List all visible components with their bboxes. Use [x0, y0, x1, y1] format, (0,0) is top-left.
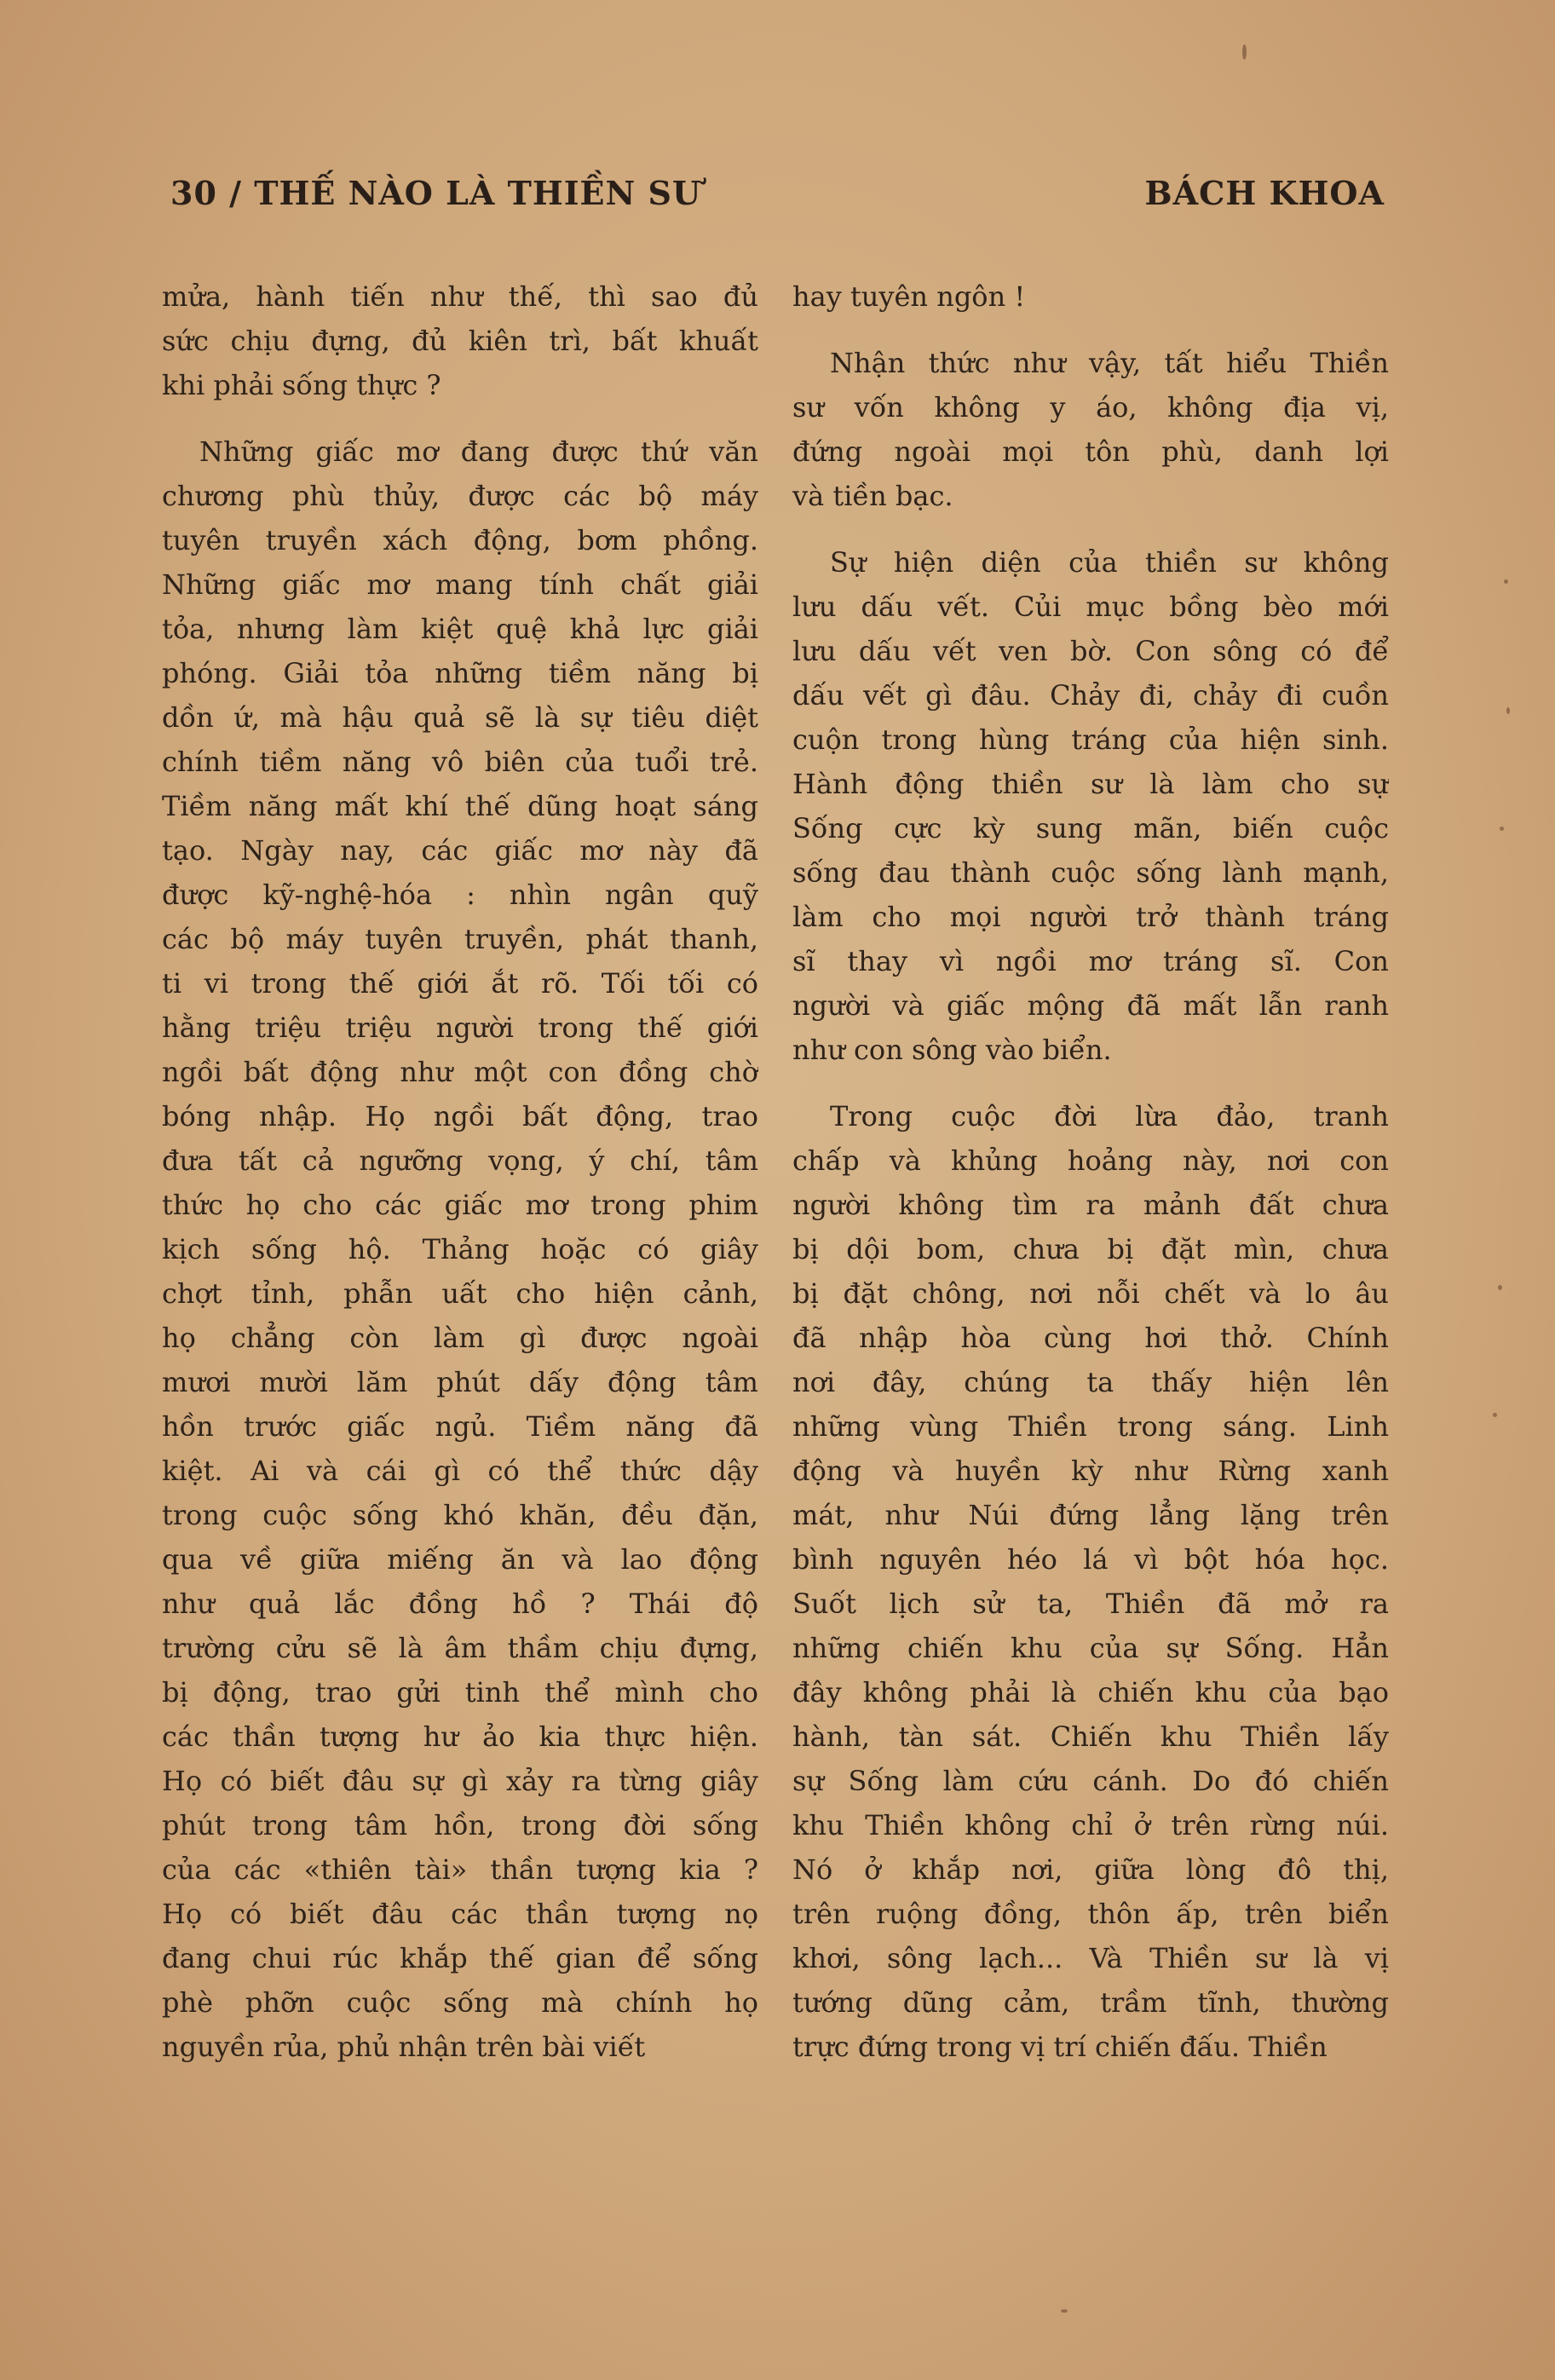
text-line: người và giấc mộng đã mất lẫn ranh — [792, 989, 1389, 1022]
text-line: bóng nhập. Họ ngồi bất động, trao — [162, 1100, 758, 1132]
text-line: đây không phải là chiến khu của bạo — [792, 1676, 1389, 1709]
text-line: ngồi bất động như một con đồng chờ — [162, 1056, 758, 1088]
text-line: qua về giữa miếng ăn và lao động — [162, 1543, 758, 1576]
text-line: phóng. Giải tỏa những tiềm năng bị — [162, 657, 758, 689]
right-column — [792, 274, 1389, 2069]
text-line: bị đặt chông, nơi nỗi chết và lo âu — [792, 1277, 1389, 1310]
text-line: trên ruộng đồng, thôn ấp, trên biển — [792, 1898, 1389, 1930]
text-line: chấp và khủng hoảng này, nơi con — [792, 1144, 1389, 1177]
text-line: chương phù thủy, được các bộ máy — [162, 480, 758, 512]
paper-speck — [1504, 579, 1508, 584]
text-line: các thần tượng hư ảo kia thực hiện. — [162, 1720, 758, 1753]
text-line: Những giấc mơ mang tính chất giải — [162, 568, 758, 601]
text-line: được kỹ-nghệ-hóa : nhìn ngân quỹ — [162, 879, 758, 911]
text-line: động và huyền kỳ như Rừng xanh — [792, 1455, 1389, 1487]
text-line: như con sông vào biển. — [792, 1034, 1112, 1066]
text-line: sức chịu đựng, đủ kiên trì, bất khuất — [162, 325, 758, 357]
text-line: chính tiềm năng vô biên của tuổi trẻ. — [162, 746, 758, 778]
text-line: lưu dấu vết. Củi mục bồng bèo mới — [792, 591, 1389, 623]
text-line: tỏa, nhưng làm kiệt quệ khả lực giải — [162, 613, 758, 645]
text-line: hằng triệu triệu người trong thế giới — [162, 1011, 758, 1044]
text-line: mửa, hành tiến như thế, thì sao đủ — [162, 280, 758, 313]
text-line: nơi đây, chúng ta thấy hiện lên — [792, 1366, 1389, 1398]
text-line: và tiền bạc. — [792, 480, 953, 512]
text-line: lưu dấu vết ven bờ. Con sông có để — [792, 635, 1389, 667]
text-line: trực đứng trong vị trí chiến đấu. Thiền — [792, 2031, 1328, 2063]
text-line: sĩ thay vì ngồi mơ tráng sĩ. Con — [792, 945, 1389, 977]
text-line: Suốt lịch sử ta, Thiền đã mở ra — [792, 1588, 1389, 1620]
text-line: Họ có biết đâu các thần tượng nọ — [162, 1898, 758, 1930]
text-line: người không tìm ra mảnh đất chưa — [792, 1189, 1389, 1221]
text-line: Sự hiện diện của thiền sư không — [830, 546, 1389, 579]
text-line: sự Sống làm cứu cánh. Do đó chiến — [792, 1765, 1389, 1797]
text-line: thức họ cho các giấc mơ trong phim — [162, 1189, 758, 1221]
text-line: Những giấc mơ đang được thứ văn — [199, 435, 758, 468]
text-line: hành, tàn sát. Chiến khu Thiền lấy — [792, 1720, 1389, 1753]
text-line: ti vi trong thế giới ắt rõ. Tối tối có — [162, 967, 758, 1000]
text-line: đưa tất cả ngưỡng vọng, ý chí, tâm — [162, 1144, 758, 1177]
text-line: dấu vết gì đâu. Chảy đi, chảy đi cuồn — [792, 679, 1389, 712]
text-line: những chiến khu của sự Sống. Hẳn — [792, 1632, 1389, 1664]
text-line: phè phỡn cuộc sống mà chính họ — [162, 1986, 758, 2019]
text-line: dồn ứ, mà hậu quả sẽ là sự tiêu diệt — [162, 701, 758, 734]
text-line: bị động, trao gửi tinh thể mình cho — [162, 1676, 758, 1709]
paragraph-gap — [162, 407, 758, 429]
text-line: Nhận thức như vậy, tất hiểu Thiền — [830, 347, 1389, 379]
text-line: tạo. Ngày nay, các giấc mơ này đã — [162, 834, 758, 867]
text-line: tuyên truyền xách động, bơm phồng. — [162, 524, 758, 556]
text-line: khi phải sống thực ? — [162, 369, 441, 401]
text-line: họ chẳng còn làm gì được ngoài — [162, 1322, 758, 1354]
text-line: Sống cực kỳ sung mãn, biến cuộc — [792, 812, 1389, 844]
text-line: tướng dũng cảm, trầm tĩnh, thường — [792, 1986, 1389, 2019]
text-line: Trong cuộc đời lừa đảo, tranh — [830, 1100, 1389, 1132]
text-line: hồn trước giấc ngủ. Tiềm năng đã — [162, 1410, 758, 1443]
text-line: Hành động thiền sư là làm cho sự — [792, 768, 1389, 800]
text-line: mát, như Núi đứng lẳng lặng trên — [792, 1499, 1389, 1531]
paper-speck — [1498, 1285, 1502, 1290]
paper-speck — [1506, 707, 1510, 714]
header-left-title: 30 / THẾ NÀO LÀ THIỀN SƯ — [170, 173, 702, 212]
text-line: của các «thiên tài» thần tượng kia ? — [162, 1853, 758, 1886]
text-line: chợt tỉnh, phẫn uất cho hiện cảnh, — [162, 1277, 758, 1310]
text-line: khơi, sông lạch... Và Thiền sư là vị — [792, 1942, 1389, 1974]
text-line: Nó ở khắp nơi, giữa lòng đô thị, — [792, 1853, 1389, 1886]
text-line: đã nhập hòa cùng hơi thở. Chính — [792, 1322, 1389, 1354]
text-line: mươi mười lăm phút dấy động tâm — [162, 1366, 758, 1398]
text-line: trường cửu sẽ là âm thầm chịu đựng, — [162, 1632, 758, 1664]
text-line: kiệt. Ai và cái gì có thể thức dậy — [162, 1455, 758, 1487]
paragraph-gap — [792, 319, 1389, 341]
text-line: Họ có biết đâu sự gì xảy ra từng giây — [162, 1765, 758, 1797]
text-line: hay tuyên ngôn ! — [792, 280, 1026, 313]
paragraph-gap — [792, 518, 1389, 540]
text-line: trong cuộc sống khó khăn, đều đặn, — [162, 1499, 758, 1531]
text-line: đang chui rúc khắp thế gian để sống — [162, 1942, 758, 1974]
text-line: phút trong tâm hồn, trong đời sống — [162, 1809, 758, 1841]
left-column — [162, 274, 758, 2069]
text-line: các bộ máy tuyên truyền, phát thanh, — [162, 923, 758, 955]
paper-speck — [1493, 1413, 1497, 1417]
text-line: cuộn trong hùng tráng của hiện sinh. — [792, 723, 1389, 756]
text-line: nguyền rủa, phủ nhận trên bài viết — [162, 2031, 646, 2063]
paper-speck — [1061, 2309, 1068, 2313]
text-line: Tiềm năng mất khí thế dũng hoạt sáng — [162, 790, 758, 822]
text-line: những vùng Thiền trong sáng. Linh — [792, 1410, 1389, 1443]
page-header — [170, 167, 1385, 218]
text-line: như quả lắc đồng hồ ? Thái độ — [162, 1588, 758, 1620]
paragraph-gap — [792, 1072, 1389, 1094]
text-line: khu Thiền không chỉ ở trên rừng núi. — [792, 1809, 1389, 1841]
paper-speck — [1242, 44, 1247, 60]
text-line: kịch sống hộ. Thảng hoặc có giây — [162, 1233, 758, 1265]
text-line: đứng ngoài mọi tôn phù, danh lợi — [792, 435, 1389, 468]
paper-speck — [1500, 827, 1504, 831]
text-line: sư vốn không y áo, không địa vị, — [792, 391, 1389, 424]
text-line: làm cho mọi người trở thành tráng — [792, 901, 1389, 933]
text-line: sống đau thành cuộc sống lành mạnh, — [792, 856, 1389, 889]
header-right-title: BÁCH KHOA — [1144, 173, 1385, 212]
text-line: bình nguyên héo lá vì bột hóa học. — [792, 1543, 1389, 1576]
text-line: bị dội bom, chưa bị đặt mìn, chưa — [792, 1233, 1389, 1265]
